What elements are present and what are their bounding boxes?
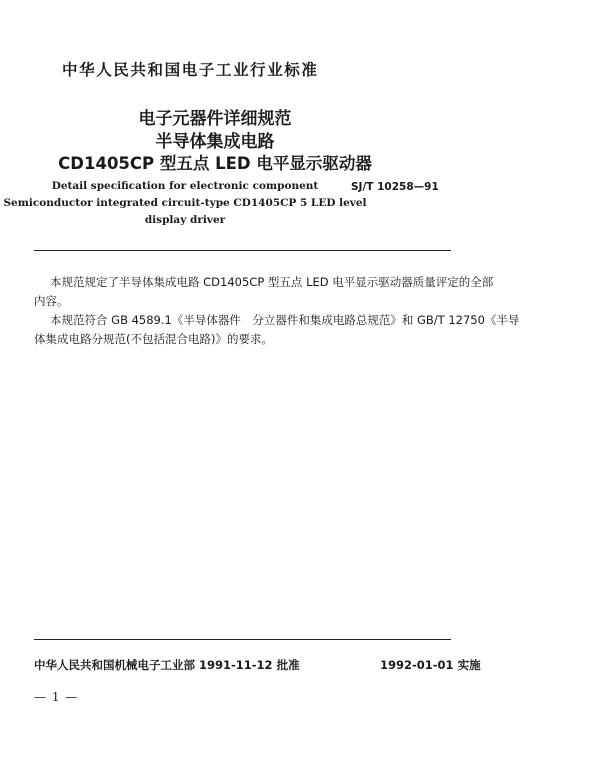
approval-statement: 中华人民共和国机械电子工业部 1991-11-12 批准 (34, 658, 300, 672)
title-en-line-3: display driver (144, 214, 226, 226)
implementation-date: 1992-01-01 实施 (380, 658, 481, 672)
conformance-paragraph-line-2: 体集成电路分规范(不包括混合电路)》的要求。 (34, 332, 273, 346)
header-divider (34, 250, 451, 251)
scope-paragraph-line-2: 内容。 (34, 294, 69, 308)
title-cn-line-3: CD1405CP 型五点 LED 电平显示驱动器 (58, 154, 372, 173)
title-en-line-2: Semiconductor integrated circuit-type CD1405CP 5 LED level (3, 197, 367, 209)
title-cn-line-2: 半导体集成电路 (155, 132, 275, 152)
page-number: — 1 — (34, 690, 79, 704)
title-cn-line-1: 电子元器件详细规范 (138, 109, 292, 129)
conformance-paragraph-line-1: 本规范符合 GB 4589.1《半导体器件 分立器件和集成电路总规范》和 GB/T 12750《半导 (50, 313, 520, 327)
title-en-line-1: Detail specification for electronic component (51, 180, 319, 192)
footer-divider (34, 639, 451, 640)
standard-category-header: 中华人民共和国电子工业行业标准 (62, 61, 319, 79)
scope-paragraph-line-1: 本规范规定了半导体集成电路 CD1405CP 型五点 LED 电平显示驱动器质量评定的全部 (50, 275, 494, 289)
standard-number: SJ/T 10258—91 (351, 181, 439, 193)
